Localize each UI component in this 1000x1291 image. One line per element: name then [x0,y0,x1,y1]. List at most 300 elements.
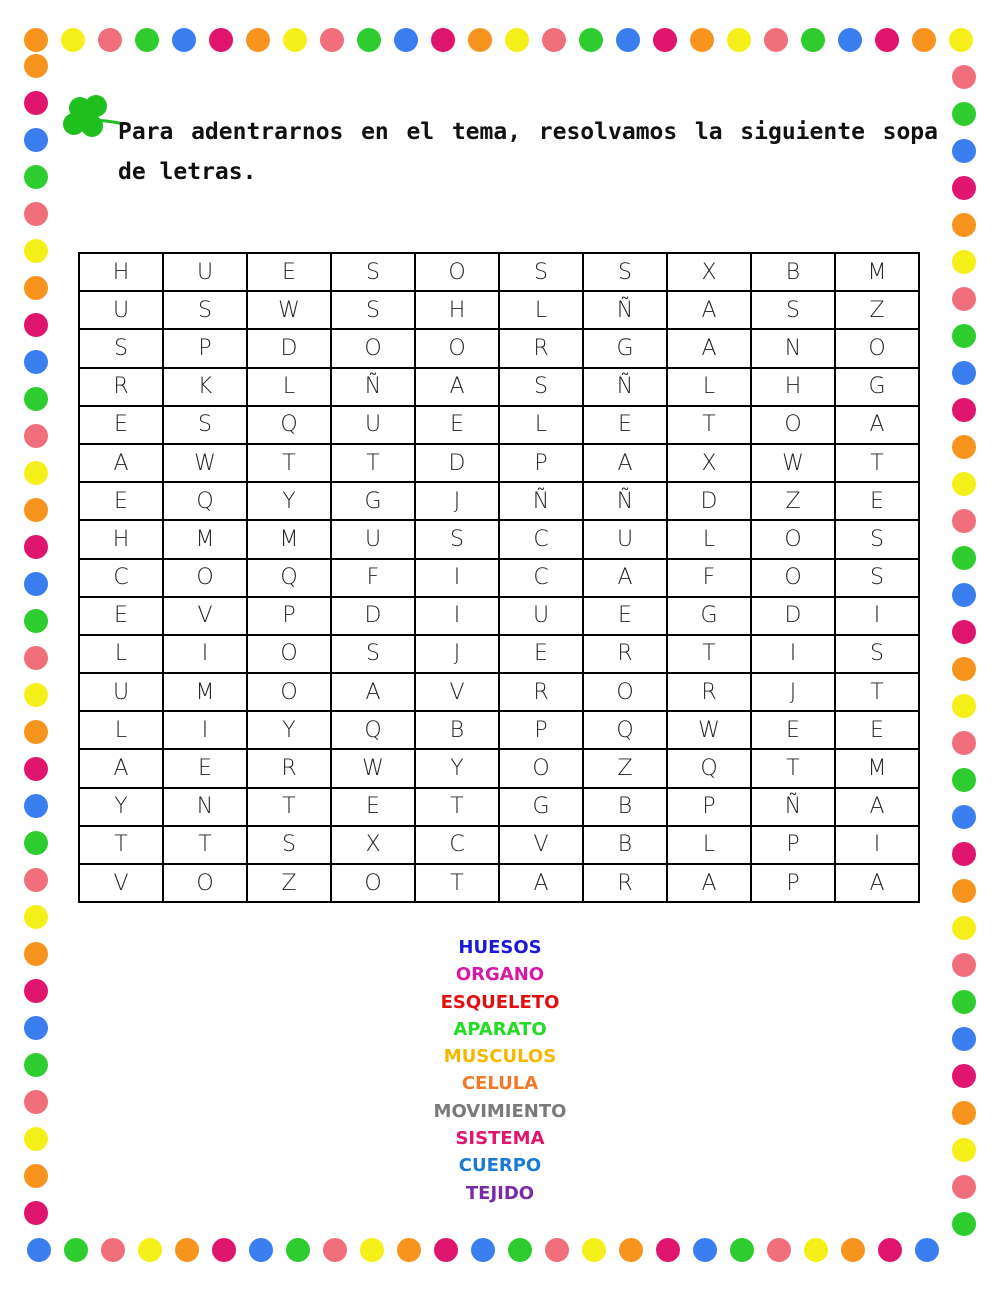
border-dot [434,1238,458,1262]
grid-cell[interactable]: O [415,329,499,367]
border-dot [952,805,976,829]
border-dot [24,461,48,485]
border-dot [801,28,825,52]
grid-cell[interactable]: E [835,482,919,520]
grid-cell[interactable]: A [835,788,919,826]
grid-row [79,559,919,597]
border-dot [915,1238,939,1262]
border-dot [952,139,976,163]
grid-cell[interactable]: A [79,749,163,787]
border-dot [952,990,976,1014]
grid-cell[interactable]: B [751,253,835,291]
grid-cell[interactable]: P [667,788,751,826]
word-item: HUESOS [458,937,542,958]
grid-cell[interactable]: T [415,788,499,826]
grid-cell[interactable]: V [79,864,163,902]
grid-cell[interactable]: U [331,520,415,558]
grid-row [79,291,919,329]
border-dot [24,202,48,226]
grid-cell[interactable]: Q [331,711,415,749]
grid-cell[interactable]: S [835,559,919,597]
border-dot [24,1127,48,1151]
grid-cell[interactable]: E [79,406,163,444]
border-dot [246,28,270,52]
border-dot [952,361,976,385]
grid-cell[interactable]: A [499,864,583,902]
grid-cell[interactable]: G [499,788,583,826]
border-dot [24,868,48,892]
grid-cell[interactable]: T [751,749,835,787]
grid-cell[interactable]: S [415,520,499,558]
grid-cell[interactable]: S [79,329,163,367]
word-item: ESQUELETO [440,991,560,1013]
grid-row [79,864,919,902]
grid-cell[interactable]: A [667,291,751,329]
border-dot [24,1164,48,1188]
border-dot [24,757,48,781]
grid-cell[interactable]: Z [751,482,835,520]
grid-cell[interactable]: E [163,749,247,787]
grid-cell[interactable]: O [499,749,583,787]
border-dot [804,1238,828,1262]
grid-cell[interactable]: S [583,253,667,291]
grid-cell[interactable]: S [163,291,247,329]
border-dot [875,28,899,52]
border-dot [138,1238,162,1262]
grid-cell[interactable]: E [751,711,835,749]
border-dot [952,509,976,533]
border-dot [952,65,976,89]
word-item: ORGANO [455,964,545,986]
grid-cell[interactable]: W [331,749,415,787]
grid-cell[interactable]: D [331,597,415,635]
grid-cell[interactable]: Ñ [499,482,583,520]
border-dot [656,1238,680,1262]
grid-cell[interactable]: O [247,673,331,711]
grid-cell[interactable]: A [835,864,919,902]
grid-cell[interactable]: D [667,482,751,520]
grid-cell[interactable]: S [499,253,583,291]
border-dot [24,942,48,966]
border-dot [912,28,936,52]
word-item: APARATO [453,1018,547,1040]
grid-cell[interactable]: T [247,444,331,482]
grid-cell[interactable]: S [331,291,415,329]
border-dot [952,731,976,755]
grid-cell[interactable]: C [499,520,583,558]
grid-cell[interactable]: R [499,329,583,367]
grid-cell[interactable]: O [163,864,247,902]
grid-row [79,368,919,406]
grid-cell[interactable]: K [163,368,247,406]
border-dot [24,276,48,300]
grid-cell[interactable]: D [415,444,499,482]
grid-cell[interactable]: S [835,520,919,558]
border-dot [212,1238,236,1262]
border-dot [952,472,976,496]
grid-cell[interactable]: Y [79,788,163,826]
grid-cell[interactable]: T [79,826,163,864]
border-dot [582,1238,606,1262]
border-dot [952,213,976,237]
border-dot [397,1238,421,1262]
border-dot [394,28,418,52]
grid-row [79,673,919,711]
border-dot [24,572,48,596]
grid-cell[interactable]: E [79,597,163,635]
grid-cell[interactable]: V [415,673,499,711]
grid-cell[interactable]: O [835,329,919,367]
grid-cell[interactable]: R [499,673,583,711]
grid-cell[interactable]: P [751,826,835,864]
word-item: CELULA [461,1073,539,1095]
border-dot [431,28,455,52]
border-dot [64,1238,88,1262]
grid-cell[interactable]: A [667,329,751,367]
grid-cell[interactable]: Q [247,406,331,444]
grid-cell[interactable]: A [331,673,415,711]
grid-cell[interactable]: R [667,673,751,711]
grid-cell[interactable]: A [415,368,499,406]
border-dot [579,28,603,52]
grid-cell[interactable]: Ñ [583,482,667,520]
grid-cell[interactable]: U [163,253,247,291]
border-dot [471,1238,495,1262]
grid-cell[interactable]: Ñ [583,291,667,329]
grid-cell[interactable]: L [79,711,163,749]
border-dot [841,1238,865,1262]
border-dot [952,176,976,200]
grid-cell[interactable]: U [583,520,667,558]
grid-cell[interactable]: Z [247,864,331,902]
border-dot [952,694,976,718]
grid-cell[interactable]: E [331,788,415,826]
grid-cell[interactable]: H [79,520,163,558]
grid-cell[interactable]: S [163,406,247,444]
grid-row [79,406,919,444]
grid-cell[interactable]: W [667,711,751,749]
border-dot [727,28,751,52]
grid-cell[interactable]: L [79,635,163,673]
grid-cell[interactable]: G [667,597,751,635]
grid-cell[interactable]: M [835,749,919,787]
grid-cell[interactable]: C [79,559,163,597]
grid-cell[interactable]: Z [835,291,919,329]
grid-cell[interactable]: E [835,711,919,749]
grid-cell[interactable]: O [247,635,331,673]
grid-row [79,788,919,826]
grid-cell[interactable]: E [415,406,499,444]
grid-cell[interactable]: T [667,406,751,444]
grid-cell[interactable]: I [163,635,247,673]
border-dot [952,546,976,570]
border-dot [952,879,976,903]
border-dot [101,1238,125,1262]
grid-row [79,444,919,482]
grid-cell[interactable]: U [79,291,163,329]
border-dot [24,350,48,374]
border-dot [24,54,48,78]
grid-cell[interactable]: V [163,597,247,635]
grid-cell[interactable]: G [835,368,919,406]
grid-cell[interactable]: Q [667,749,751,787]
border-dot [27,1238,51,1262]
grid-cell[interactable]: N [751,329,835,367]
grid-cell[interactable]: T [835,444,919,482]
grid-row [79,597,919,635]
grid-cell[interactable]: I [415,597,499,635]
grid-cell[interactable]: M [163,520,247,558]
grid-cell[interactable]: Y [247,711,331,749]
border-dot [545,1238,569,1262]
grid-cell[interactable]: Ñ [751,788,835,826]
border-dot [61,28,85,52]
word-item: TEJIDO [465,1182,535,1204]
border-dot [690,28,714,52]
border-dot [653,28,677,52]
grid-cell[interactable]: L [499,291,583,329]
grid-cell[interactable]: X [667,444,751,482]
grid-cell[interactable]: Y [415,749,499,787]
border-dot [24,498,48,522]
grid-cell[interactable]: B [583,826,667,864]
grid-cell[interactable]: R [583,864,667,902]
grid-cell[interactable]: A [583,559,667,597]
grid-cell[interactable]: L [667,826,751,864]
grid-cell[interactable]: D [751,597,835,635]
grid-row [79,711,919,749]
grid-cell[interactable]: I [415,559,499,597]
grid-cell[interactable]: E [79,482,163,520]
grid-cell[interactable]: I [163,711,247,749]
border-dot [249,1238,273,1262]
grid-cell[interactable]: E [499,635,583,673]
border-dot [952,1175,976,1199]
grid-cell[interactable]: N [163,788,247,826]
border-dot [323,1238,347,1262]
border-dot [949,28,973,52]
border-dot [172,28,196,52]
grid-cell[interactable]: I [835,826,919,864]
border-dot [952,1027,976,1051]
grid-cell[interactable]: O [751,406,835,444]
grid-cell[interactable]: S [331,635,415,673]
grid-row [79,635,919,673]
word-list [300,934,700,1207]
border-dot [508,1238,532,1262]
grid-cell[interactable]: J [415,482,499,520]
border-dot [24,794,48,818]
grid-cell[interactable]: T [667,635,751,673]
grid-cell[interactable]: U [499,597,583,635]
grid-cell[interactable]: D [247,329,331,367]
grid-cell[interactable]: C [499,559,583,597]
grid-cell[interactable]: J [415,635,499,673]
grid-cell[interactable]: P [163,329,247,367]
grid-cell[interactable]: J [751,673,835,711]
grid-cell[interactable]: B [415,711,499,749]
word-search-grid [78,252,920,903]
grid-cell[interactable]: A [583,444,667,482]
grid-cell[interactable]: B [583,788,667,826]
grid-cell[interactable]: O [583,673,667,711]
border-dot [283,28,307,52]
border-dot [952,102,976,126]
grid-cell[interactable]: R [247,749,331,787]
grid-cell[interactable]: I [835,597,919,635]
grid-cell[interactable]: V [499,826,583,864]
grid-cell[interactable]: L [667,368,751,406]
grid-cell[interactable]: S [331,253,415,291]
border-dot [24,609,48,633]
border-dot [135,28,159,52]
border-dot [24,387,48,411]
grid-row [79,482,919,520]
grid-cell[interactable]: H [415,291,499,329]
grid-cell[interactable]: M [163,673,247,711]
border-dot [952,1212,976,1236]
grid-cell[interactable]: O [331,864,415,902]
grid-row [79,826,919,864]
border-dot [693,1238,717,1262]
grid-cell[interactable]: T [835,673,919,711]
grid-cell[interactable]: E [583,406,667,444]
grid-cell[interactable]: L [247,368,331,406]
grid-cell[interactable]: R [79,368,163,406]
border-dot [98,28,122,52]
border-dot [952,916,976,940]
grid-cell[interactable]: I [751,635,835,673]
word-item: MUSCULOS [443,1046,557,1068]
grid-cell[interactable]: A [667,864,751,902]
grid-cell[interactable]: Q [583,711,667,749]
border-dot [286,1238,310,1262]
grid-cell[interactable]: T [163,826,247,864]
grid-cell[interactable]: T [415,864,499,902]
border-dot [616,28,640,52]
grid-cell[interactable]: H [751,368,835,406]
border-dot [24,1016,48,1040]
grid-cell[interactable]: O [415,253,499,291]
border-dot [952,583,976,607]
border-dot [952,953,976,977]
border-dot [24,720,48,744]
grid-cell[interactable]: F [331,559,415,597]
grid-cell[interactable]: R [583,635,667,673]
grid-cell[interactable]: S [751,291,835,329]
border-dot [952,1064,976,1088]
grid-cell[interactable]: M [247,520,331,558]
grid-cell[interactable]: C [415,826,499,864]
grid-cell[interactable]: X [667,253,751,291]
grid-cell[interactable]: M [835,253,919,291]
grid-cell[interactable]: L [667,520,751,558]
border-dot [24,424,48,448]
grid-cell[interactable]: P [751,864,835,902]
grid-cell[interactable]: L [499,406,583,444]
grid-cell[interactable]: O [751,559,835,597]
grid-cell[interactable]: O [331,329,415,367]
grid-cell[interactable]: W [751,444,835,482]
grid-cell[interactable]: Y [247,482,331,520]
grid-cell[interactable]: U [331,406,415,444]
border-dot [952,324,976,348]
grid-cell[interactable]: H [79,253,163,291]
border-dot [24,646,48,670]
grid-cell[interactable]: S [499,368,583,406]
border-dot [505,28,529,52]
border-dot [468,28,492,52]
grid-cell[interactable]: Ñ [583,368,667,406]
border-dot [24,165,48,189]
border-dot [764,28,788,52]
grid-cell[interactable]: T [331,444,415,482]
border-dot [24,1090,48,1114]
grid-cell[interactable]: W [163,444,247,482]
border-dot [952,287,976,311]
border-dot [952,842,976,866]
border-dot [24,905,48,929]
border-dot [730,1238,754,1262]
grid-row [79,253,919,291]
grid-cell[interactable]: G [583,329,667,367]
grid-cell[interactable]: G [331,482,415,520]
border-dot [878,1238,902,1262]
grid-cell[interactable]: O [751,520,835,558]
border-dot [952,768,976,792]
grid-cell[interactable]: W [247,291,331,329]
border-dot [619,1238,643,1262]
grid-cell[interactable]: P [247,597,331,635]
grid-cell[interactable]: O [163,559,247,597]
grid-cell[interactable]: P [499,711,583,749]
border-dot [24,683,48,707]
grid-cell[interactable]: F [667,559,751,597]
grid-cell[interactable]: Q [163,482,247,520]
grid-cell[interactable]: S [835,635,919,673]
border-dot [952,1138,976,1162]
grid-cell[interactable]: E [583,597,667,635]
grid-cell[interactable]: Q [247,559,331,597]
border-dot [24,91,48,115]
grid-cell[interactable]: A [835,406,919,444]
grid-row [79,329,919,367]
border-dot [24,28,48,52]
border-dot [320,28,344,52]
grid-cell[interactable]: Z [583,749,667,787]
grid-cell[interactable]: X [331,826,415,864]
border-dot [24,239,48,263]
grid-cell[interactable]: E [247,253,331,291]
grid-cell[interactable]: T [247,788,331,826]
border-dot [360,1238,384,1262]
border-dot [952,620,976,644]
border-dot [24,831,48,855]
border-dot [952,657,976,681]
grid-cell[interactable]: U [79,673,163,711]
border-dot [24,1053,48,1077]
border-dot [175,1238,199,1262]
border-dot [24,313,48,337]
border-dot [838,28,862,52]
border-dot [24,128,48,152]
border-dot [952,398,976,422]
grid-cell[interactable]: S [247,826,331,864]
grid-cell[interactable]: P [499,444,583,482]
grid-cell[interactable]: A [79,444,163,482]
grid-cell[interactable]: Ñ [331,368,415,406]
word-item: CUERPO [458,1155,542,1177]
